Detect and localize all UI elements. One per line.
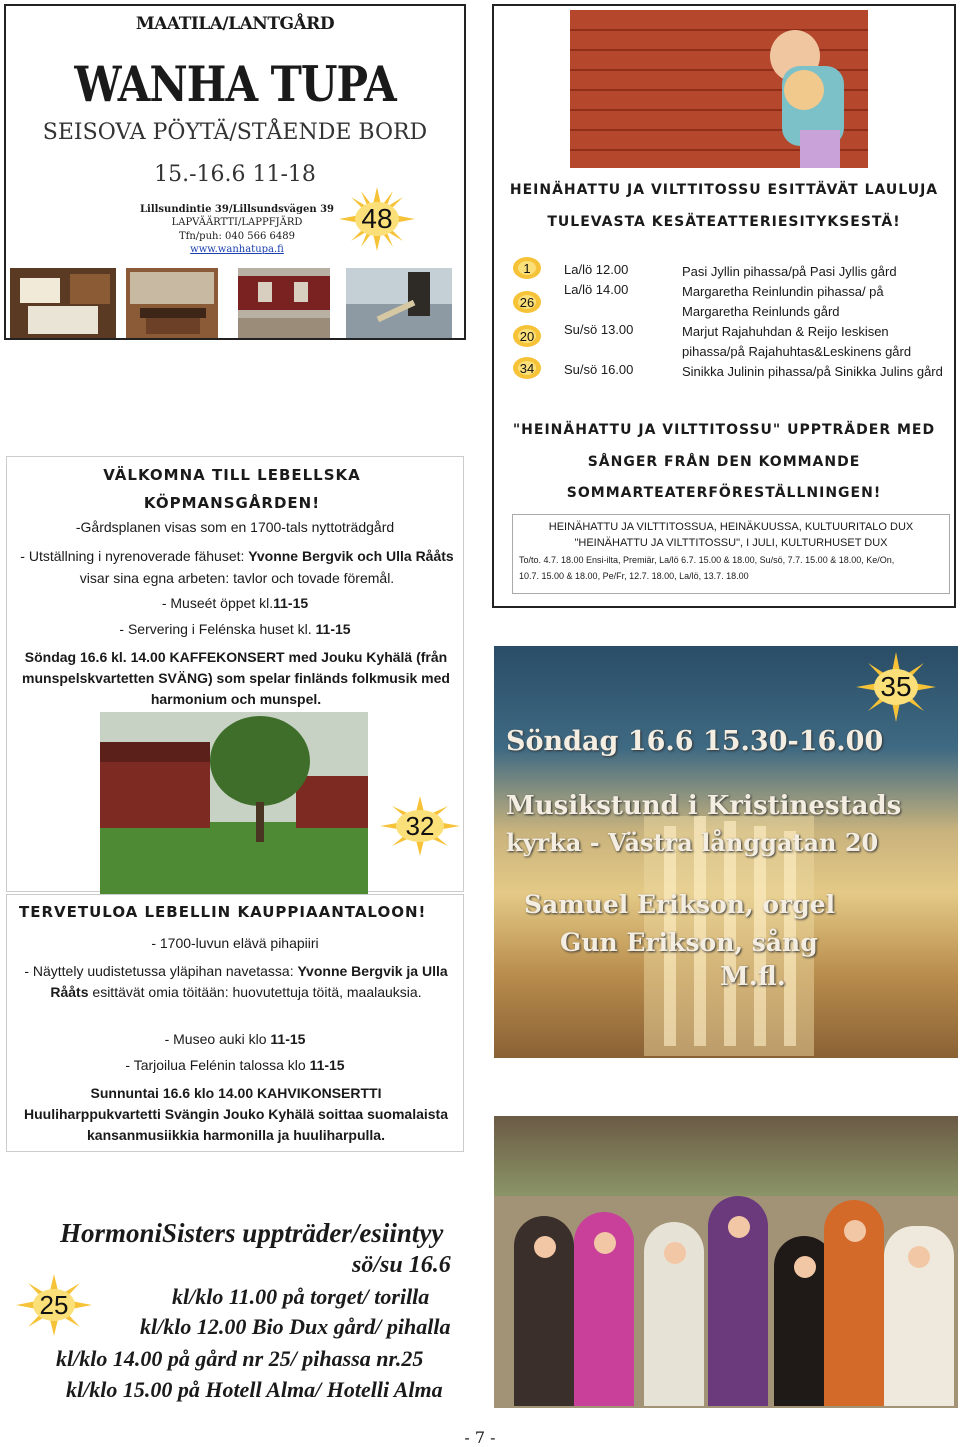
theatre-heading-sv-3: SOMMARTEATERFÖRESTÄLLNINGEN! bbox=[566, 485, 882, 501]
schedule-place: Pasi Jyllin pihassa/på Pasi Jyllis gård bbox=[682, 264, 897, 279]
schedule-time: La/lö 12.00 bbox=[564, 262, 629, 277]
badge-25: 25 bbox=[16, 1274, 92, 1336]
church-concert-poster bbox=[494, 646, 958, 1058]
lebell-sv-line4: - Servering i Felénska huset kl. 11-15 bbox=[119, 621, 351, 637]
lebell-sv-heading: VÄLKOMNA TILL LEBELLSKA KÖPMANSGÅRDEN! bbox=[103, 466, 361, 512]
wanha-phone: Tfn/puh: 040 566 6489 bbox=[179, 231, 295, 242]
theatre-heading-sv-2: SÅNGER FRÅN DEN KOMMANDE bbox=[587, 454, 861, 470]
badge-48 bbox=[339, 187, 415, 251]
lebell-sv-concert: Söndag 16.6 kl. 14.00 KAFFEKONSERT med Jouku Kyhälä (från munspelskvartetten SVÄNG) som spelar finländs folkmusik med harmonium och munspel. bbox=[22, 649, 450, 707]
lebell-sv-line3: - Museét öppet kl.11-15 bbox=[161, 595, 309, 611]
photo-dining-room bbox=[126, 268, 218, 338]
lebell-sv-line1: -Gårdsplanen visas som en 1700-tals nyttoträdgård bbox=[75, 519, 395, 535]
theatre-heading-sv-1: "HEINÄHATTU JA VILTTITOSSU" UPPTRÄDER MED bbox=[512, 422, 936, 438]
schedule-time: Su/sö 13.00 bbox=[564, 322, 634, 337]
church-line3: kyrka - Västra långgatan 20 bbox=[506, 828, 879, 857]
info-line-3: To/to. 4.7. 18.00 Ensi-ilta, Premiär, La/lö 6.7. 15.00 & 18.00, Su/sö, 7.7. 15.00 & 18.00, Ke/On, bbox=[519, 555, 895, 565]
wanha-title: WANHA TUPA bbox=[74, 56, 396, 113]
badge-35: 35 bbox=[856, 652, 936, 722]
harmoni-time-1: kl/klo 11.00 på torget/ torilla bbox=[172, 1284, 430, 1309]
photo-hormoni-sisters bbox=[494, 1116, 958, 1408]
lebell-fi-concert: Sunnuntai 16.6 klo 14.00 KAHVIKONSERTTI Huuliharppukvartetti Svängin Jouko Kyhälä soittaa suomalaista kansanmusiikkia harmonilla ja huuliharpulla. bbox=[24, 1085, 448, 1143]
lebell-fi-line2: - Näyttely uudistetussa yläpihan navetassa: Yvonne Bergvik ja Ulla Rååts esittävät omia töitään: huovutettuja töitä, maalauksia. bbox=[24, 963, 448, 1000]
theatre-heading-fi-1: HEINÄHATTU JA VILTTITOSSU ESITTÄVÄT LAULUJA bbox=[509, 182, 939, 198]
harmoni-time-2: kl/klo 12.00 Bio Dux gård/ pihalla bbox=[140, 1314, 451, 1339]
badge-48-number: 48 bbox=[361, 203, 393, 234]
photo-fishing bbox=[346, 268, 452, 338]
schedule-place: Marjut Rajahuhdan & Reijo Ieskisen pihassa/på Rajahuhtas&Leskinens gård bbox=[682, 324, 912, 359]
page-number: - 7 - bbox=[464, 1428, 496, 1447]
photo-lebell-garden bbox=[100, 712, 368, 894]
lebell-fi-line1: - 1700-luvun elävä pihapiiri bbox=[151, 935, 319, 951]
lebell-fi-line4: - Tarjoilua Felénin talossa klo 11-15 bbox=[125, 1057, 345, 1073]
church-line5: Gun Erikson, sång bbox=[560, 928, 818, 957]
harmoni-title: HormoniSisters uppträder/esiintyy bbox=[60, 1218, 444, 1248]
badge-20: 20 bbox=[512, 324, 542, 348]
theatre-heading-fi-2: TULEVASTA KESÄTEATTERIESITYKSESTÄ! bbox=[547, 214, 901, 230]
wanha-kicker: MAATILA/LANTGÅRD bbox=[135, 14, 335, 34]
harmoni-time-4: kl/klo 15.00 på Hotell Alma/ Hotelli Alma bbox=[66, 1377, 443, 1402]
schedule-time: La/lö 14.00 bbox=[564, 282, 629, 297]
badge-26: 26 bbox=[512, 290, 542, 314]
lebell-fi-heading: TERVETULOA LEBELLIN KAUPPIAANTALOON! bbox=[19, 903, 427, 921]
church-line1: Söndag 16.6 15.30-16.00 bbox=[506, 726, 884, 757]
harmoni-time-3: kl/klo 14.00 på gård nr 25/ pihassa nr.25 bbox=[56, 1346, 424, 1371]
info-line-1: HEINÄHATTU JA VILTTITOSSUA, HEINÄKUUSSA, KULTUURITALO DUX bbox=[548, 521, 914, 533]
badge-32: 32 bbox=[380, 796, 460, 856]
theatre-info-box bbox=[512, 514, 950, 594]
wanha-dates: 15.-16.6 11-18 bbox=[154, 162, 316, 187]
lebell-sv-line2: - Utställning i nyrenoverade fähuset: Yvonne Bergvik och Ulla Rååts visar sina egna arbeten: tavlor och tovade föremål. bbox=[20, 548, 454, 586]
info-line-4: 10.7. 15.00 & 18.00, Pe/Fr, 12.7. 18.00, La/lö, 13.7. 18.00 bbox=[519, 571, 749, 581]
badge-34: 34 bbox=[512, 356, 542, 380]
lebell-fi-box bbox=[6, 894, 464, 1152]
wanha-web-link[interactable]: www.wanhatupa.fi bbox=[190, 244, 284, 255]
wanha-tupa-ad bbox=[4, 4, 466, 340]
church-line6: M.fl. bbox=[720, 962, 786, 992]
wanha-address2: LAPVÄÄRTTI/LAPPFJÄRD bbox=[171, 217, 303, 228]
church-line2: Musikstund i Kristinestads bbox=[506, 791, 902, 821]
lebell-fi-line3: - Museo auki klo 11-15 bbox=[164, 1031, 306, 1047]
photo-bedroom bbox=[10, 268, 116, 338]
schedule-time: Su/sö 16.00 bbox=[564, 362, 634, 377]
church-line4: Samuel Erikson, orgel bbox=[524, 890, 836, 919]
theatre-ad bbox=[492, 4, 956, 608]
wanha-subtitle: SEISOVA PÖYTÄ/STÅENDE BORD bbox=[42, 120, 428, 145]
schedule-place: Sinikka Julinin pihassa/på Sinikka Julins gård bbox=[682, 364, 943, 379]
badge-1: 1 bbox=[512, 256, 542, 280]
photo-red-room bbox=[238, 268, 330, 338]
photo-heinahattu-vilttitossu bbox=[570, 10, 868, 168]
schedule-place: Margaretha Reinlundin pihassa/ på Margaretha Reinlunds gård bbox=[682, 284, 884, 319]
info-line-2: "HEINÄHATTU JA VILTTITOSSU", I JULI, KULTURHUSET DUX bbox=[574, 537, 888, 549]
harmoni-date: sö/su 16.6 bbox=[352, 1252, 451, 1278]
theatre-schedule bbox=[512, 254, 952, 398]
wanha-address1: Lillsundintie 39/Lillsundsvägen 39 bbox=[139, 204, 335, 215]
